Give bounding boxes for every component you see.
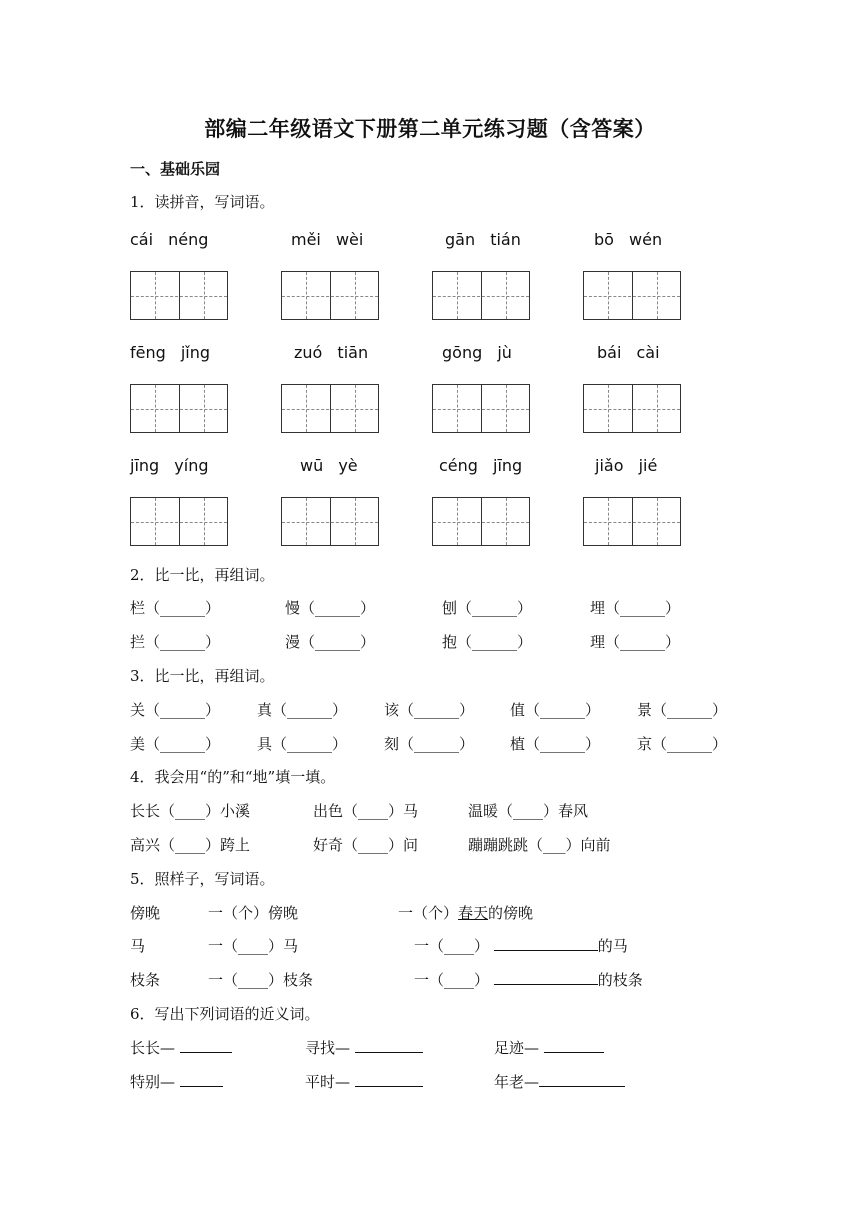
writing-grid[interactable]: [583, 384, 681, 433]
writing-grid[interactable]: [130, 271, 228, 320]
pinyin-2-4: bái cài: [597, 343, 660, 362]
synonym-item: 长长—: [130, 1037, 232, 1058]
example-phrase: 一（个）春天的傍晚: [398, 904, 534, 922]
compare-item: 京（______）: [637, 735, 728, 753]
compare-item: 刨（______）: [442, 599, 533, 617]
compare-item: 该（______）: [384, 701, 475, 719]
fill-item: 高兴（____）跨上: [130, 836, 251, 854]
compare-item: 慢（______）: [285, 599, 376, 617]
compare-item: 理（______）: [590, 633, 681, 651]
answer-blank[interactable]: [180, 1038, 232, 1053]
writing-grid[interactable]: [432, 384, 530, 433]
answer-blank[interactable]: [355, 1038, 423, 1053]
exercise-word: 马: [130, 937, 146, 955]
synonym-item: 年老—: [494, 1071, 625, 1092]
compare-item: 植（______）: [510, 735, 601, 753]
pinyin-2-2: zuó tiān: [294, 343, 369, 362]
pinyin-2-3: gōng jù: [442, 343, 512, 362]
compare-item: 具（______）: [257, 735, 348, 753]
question-5-prompt: 5．照样子，写词语。: [130, 870, 275, 888]
compare-item: 美（______）: [130, 735, 221, 753]
compare-item: 抱（______）: [442, 633, 533, 651]
underlined-word: 春天: [458, 904, 489, 922]
writing-grid[interactable]: [432, 271, 530, 320]
fill-item: 温暖（____）春风: [468, 802, 589, 820]
answer-blank[interactable]: [539, 1072, 625, 1087]
synonym-item: 特别—: [130, 1071, 223, 1092]
writing-grid[interactable]: [281, 384, 379, 433]
writing-grid[interactable]: [281, 497, 379, 546]
writing-grid[interactable]: [583, 271, 681, 320]
pinyin-1-4: bō wén: [594, 230, 663, 249]
compare-item: 景（______）: [637, 701, 728, 719]
fill-item: 出色（____）马: [313, 802, 419, 820]
pinyin-3-3: céng jīng: [439, 456, 523, 475]
answer-blank[interactable]: [494, 936, 598, 951]
question-4-prompt: 4．我会用“的”和“地”填一填。: [130, 768, 336, 786]
fill-item: 长长（____）小溪: [130, 802, 251, 820]
pinyin-1-1: cái néng: [130, 230, 209, 249]
exercise-phrase: 一（____） 的枝条: [414, 971, 643, 989]
writing-grid[interactable]: [432, 497, 530, 546]
writing-grid[interactable]: [130, 497, 228, 546]
exercise-phrase: 一（____） 的马: [414, 937, 628, 955]
page-title: 部编二年级语文下册第二单元练习题（含答案）: [204, 116, 656, 141]
fill-item: 好奇（____）问: [313, 836, 419, 854]
answer-blank[interactable]: [180, 1072, 223, 1087]
synonym-item: 足迹—: [494, 1037, 604, 1058]
exercise-word: 枝条: [130, 971, 161, 989]
pinyin-3-2: wū yè: [300, 456, 358, 475]
fill-item: 蹦蹦跳跳（___）向前: [468, 836, 611, 854]
question-1-prompt: 1．读拼音，写词语。: [130, 193, 275, 211]
answer-blank[interactable]: [355, 1072, 423, 1087]
question-6-prompt: 6．写出下列词语的近义词。: [130, 1005, 320, 1023]
writing-grid[interactable]: [583, 497, 681, 546]
compare-item: 拦（______）: [130, 633, 221, 651]
compare-item: 值（______）: [510, 701, 601, 719]
writing-grid[interactable]: [130, 384, 228, 433]
pinyin-1-3: gān tián: [445, 230, 521, 249]
synonym-item: 寻找—: [305, 1037, 423, 1058]
compare-item: 真（______）: [257, 701, 348, 719]
compare-item: 埋（______）: [590, 599, 681, 617]
example-measure: 一（个）傍晚: [208, 904, 299, 922]
pinyin-3-4: jiǎo jié: [595, 456, 658, 475]
compare-item: 漫（______）: [285, 633, 376, 651]
compare-item: 关（______）: [130, 701, 221, 719]
synonym-item: 平时—: [305, 1071, 423, 1092]
writing-grid[interactable]: [281, 271, 379, 320]
section-heading: 一、基础乐园: [130, 160, 221, 178]
question-3-prompt: 3．比一比，再组词。: [130, 667, 275, 685]
example-word: 傍晚: [130, 904, 161, 922]
exercise-measure: 一（____）马: [208, 937, 299, 955]
compare-item: 栏（______）: [130, 599, 221, 617]
pinyin-2-1: fēng jǐng: [130, 343, 211, 362]
compare-item: 刻（______）: [384, 735, 475, 753]
question-2-prompt: 2．比一比，再组词。: [130, 566, 275, 584]
pinyin-3-1: jīng yíng: [130, 456, 209, 475]
answer-blank[interactable]: [494, 970, 598, 985]
answer-blank[interactable]: [544, 1038, 604, 1053]
pinyin-1-2: měi wèi: [291, 230, 364, 249]
exercise-measure: 一（____）枝条: [208, 971, 314, 989]
